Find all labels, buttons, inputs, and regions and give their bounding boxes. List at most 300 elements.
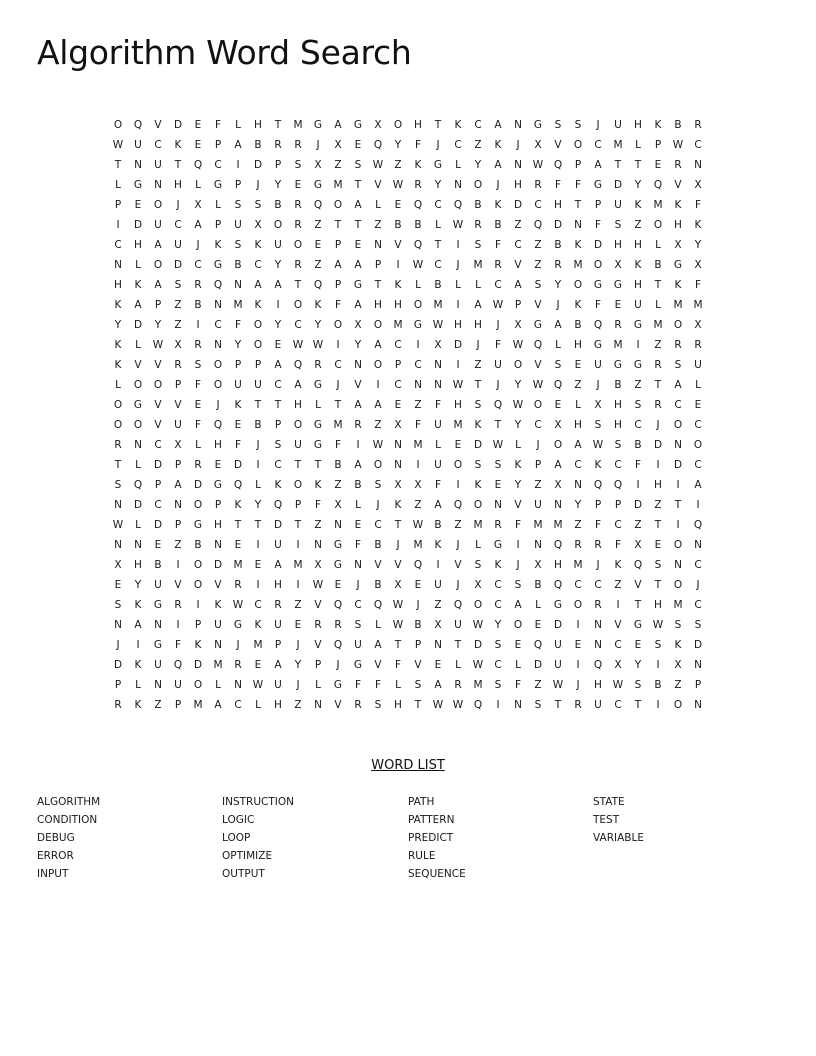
grid-letter: E	[154, 539, 162, 551]
grid-letter: Q	[193, 159, 203, 171]
grid-letter: O	[673, 319, 683, 331]
grid-letter: H	[394, 299, 402, 311]
grid-letter: F	[434, 399, 442, 411]
grid-letter: U	[354, 639, 362, 651]
grid-letter: S	[114, 479, 122, 491]
grid-letter: X	[594, 399, 602, 411]
grid-letter: L	[255, 479, 261, 491]
grid-letter: P	[314, 659, 322, 671]
grid-letter: T	[414, 699, 422, 711]
grid-letter: F	[594, 519, 602, 531]
grid-letter: F	[374, 679, 382, 691]
grid-letter: Y	[514, 379, 522, 391]
grid-letter: L	[215, 679, 221, 691]
grid-letter: C	[534, 199, 542, 211]
grid-letter: C	[394, 379, 402, 391]
grid-letter: S	[494, 459, 502, 471]
grid-letter: Q	[213, 279, 223, 291]
grid-letter: N	[154, 679, 162, 691]
grid-letter: W	[152, 339, 164, 351]
grid-letter: R	[274, 139, 282, 151]
grid-letter: X	[694, 259, 702, 271]
grid-letter: O	[673, 419, 683, 431]
grid-letter: I	[656, 659, 660, 671]
grid-letter: I	[436, 559, 440, 571]
grid-letter: P	[294, 499, 302, 511]
grid-letter: N	[514, 699, 522, 711]
grid-letter: B	[614, 379, 622, 391]
grid-letter: E	[634, 639, 642, 651]
grid-letter: Y	[274, 319, 282, 331]
grid-letter: V	[534, 299, 542, 311]
grid-letter: C	[294, 319, 302, 331]
grid-letter: I	[516, 539, 520, 551]
grid-letter: S	[194, 359, 202, 371]
grid-letter: L	[115, 379, 121, 391]
grid-letter: J	[456, 259, 460, 271]
grid-letter: Z	[574, 519, 582, 531]
grid-letter: T	[334, 399, 342, 411]
grid-letter: Q	[453, 199, 463, 211]
grid-letter: H	[594, 679, 602, 691]
grid-letter: I	[416, 459, 420, 471]
grid-letter: V	[314, 639, 322, 651]
grid-letter: K	[254, 619, 262, 631]
grid-letter: V	[174, 399, 182, 411]
grid-letter: T	[554, 699, 562, 711]
grid-letter: T	[374, 279, 382, 291]
grid-letter: L	[355, 499, 361, 511]
grid-letter: C	[614, 699, 622, 711]
grid-letter: W	[512, 339, 524, 351]
grid-letter: Q	[553, 379, 563, 391]
grid-letter: U	[294, 439, 302, 451]
grid-letter: Z	[414, 399, 422, 411]
grid-letter: G	[633, 319, 643, 331]
grid-letter: M	[333, 419, 343, 431]
grid-letter: A	[334, 119, 342, 131]
grid-letter: U	[174, 679, 182, 691]
grid-letter: Y	[694, 239, 702, 251]
grid-letter: E	[254, 559, 262, 571]
grid-letter: Q	[533, 639, 543, 651]
grid-letter: P	[414, 639, 422, 651]
grid-letter: J	[256, 179, 260, 191]
grid-letter: H	[634, 279, 642, 291]
grid-letter: K	[494, 139, 502, 151]
grid-letter: Z	[634, 219, 642, 231]
grid-letter: C	[194, 259, 202, 271]
word-list-heading: WORD LIST	[371, 758, 445, 773]
grid-letter: V	[374, 659, 382, 671]
grid-letter: O	[573, 139, 583, 151]
grid-letter: E	[574, 359, 582, 371]
grid-letter: N	[694, 659, 702, 671]
grid-letter: C	[234, 699, 242, 711]
grid-letter: Z	[294, 599, 302, 611]
grid-letter: O	[293, 239, 303, 251]
grid-letter: K	[474, 479, 482, 491]
grid-letter: O	[473, 499, 483, 511]
grid-letter: E	[614, 299, 622, 311]
grid-letter: F	[174, 639, 182, 651]
grid-letter: H	[614, 239, 622, 251]
grid-letter: W	[312, 579, 324, 591]
grid-letter: Z	[314, 519, 322, 531]
grid-letter: T	[654, 379, 662, 391]
grid-letter: J	[456, 539, 460, 551]
grid-letter: D	[173, 259, 183, 271]
grid-letter: F	[514, 519, 522, 531]
grid-letter: B	[434, 519, 442, 531]
grid-letter: S	[654, 559, 662, 571]
grid-letter: U	[274, 679, 282, 691]
grid-letter: N	[114, 499, 122, 511]
grid-letter: O	[293, 299, 303, 311]
word-list-item: LOGIC	[222, 814, 255, 826]
grid-letter: E	[194, 399, 202, 411]
grid-letter: S	[374, 479, 382, 491]
grid-letter: L	[635, 139, 641, 151]
grid-letter: E	[394, 199, 402, 211]
grid-letter: G	[413, 319, 423, 331]
grid-letter: E	[454, 439, 462, 451]
grid-letter: L	[475, 279, 481, 291]
grid-letter: G	[213, 259, 223, 271]
grid-letter: B	[634, 439, 642, 451]
grid-letter: A	[374, 639, 382, 651]
grid-letter: D	[633, 499, 643, 511]
grid-letter: D	[273, 519, 283, 531]
grid-letter: C	[334, 359, 342, 371]
grid-letter: F	[634, 459, 642, 471]
grid-letter: Q	[413, 199, 423, 211]
grid-letter: J	[696, 579, 700, 591]
grid-letter: K	[314, 299, 322, 311]
grid-letter: X	[114, 559, 122, 571]
grid-letter: X	[694, 179, 702, 191]
grid-letter: Z	[474, 139, 482, 151]
grid-letter: J	[496, 379, 500, 391]
grid-letter: W	[432, 319, 444, 331]
grid-letter: A	[194, 219, 202, 231]
grid-letter: S	[494, 639, 502, 651]
grid-letter: P	[114, 199, 122, 211]
grid-letter: G	[613, 279, 623, 291]
grid-letter: J	[656, 419, 660, 431]
grid-letter: W	[652, 619, 664, 631]
grid-letter: R	[314, 619, 322, 631]
grid-letter: H	[174, 179, 182, 191]
grid-letter: D	[213, 559, 223, 571]
word-list-item: SEQUENCE	[408, 868, 466, 880]
grid-letter: Z	[634, 519, 642, 531]
grid-letter: L	[195, 179, 201, 191]
grid-letter: S	[514, 579, 522, 591]
grid-letter: S	[474, 459, 482, 471]
grid-letter: O	[213, 379, 223, 391]
grid-letter: K	[114, 339, 122, 351]
grid-letter: G	[313, 419, 323, 431]
grid-letter: T	[394, 519, 402, 531]
word-list-column	[593, 793, 773, 847]
grid-letter: W	[112, 519, 124, 531]
grid-letter: U	[154, 219, 162, 231]
grid-letter: A	[514, 599, 522, 611]
grid-letter: S	[474, 559, 482, 571]
grid-letter: C	[154, 139, 162, 151]
grid-letter: K	[274, 479, 282, 491]
grid-letter: J	[236, 639, 240, 651]
grid-letter: V	[394, 239, 402, 251]
grid-letter: M	[393, 319, 403, 331]
grid-letter: L	[415, 279, 421, 291]
grid-letter: Q	[533, 219, 543, 231]
grid-letter: Y	[514, 479, 522, 491]
grid-letter: O	[153, 199, 163, 211]
grid-letter: L	[375, 619, 381, 631]
word-list-item: OUTPUT	[222, 868, 265, 880]
grid-letter: N	[394, 459, 402, 471]
grid-letter: O	[113, 419, 123, 431]
grid-letter: J	[296, 679, 300, 691]
grid-letter: L	[575, 399, 581, 411]
grid-letter: X	[394, 419, 402, 431]
grid-letter: N	[674, 559, 682, 571]
grid-letter: N	[374, 239, 382, 251]
grid-letter: K	[454, 119, 462, 131]
grid-letter: U	[634, 299, 642, 311]
grid-letter: G	[353, 119, 363, 131]
grid-letter: D	[113, 659, 123, 671]
grid-letter: W	[372, 439, 384, 451]
grid-letter: R	[574, 539, 582, 551]
grid-letter: Z	[534, 679, 542, 691]
grid-letter: T	[634, 599, 642, 611]
grid-letter: S	[674, 359, 682, 371]
grid-letter: E	[494, 479, 502, 491]
grid-letter: R	[294, 139, 302, 151]
grid-letter: P	[334, 279, 342, 291]
grid-letter: P	[374, 259, 382, 271]
grid-letter: F	[554, 179, 562, 191]
grid-letter: L	[135, 459, 141, 471]
grid-letter: J	[396, 539, 400, 551]
grid-letter: V	[334, 699, 342, 711]
grid-letter: Q	[593, 479, 603, 491]
grid-letter: W	[512, 399, 524, 411]
grid-letter: V	[514, 499, 522, 511]
grid-letter: D	[193, 659, 203, 671]
grid-letter: N	[514, 159, 522, 171]
grid-letter: R	[574, 699, 582, 711]
grid-letter: U	[134, 139, 142, 151]
grid-letter: Q	[133, 479, 143, 491]
grid-letter: J	[496, 319, 500, 331]
grid-letter: Q	[213, 419, 223, 431]
grid-letter: K	[594, 459, 602, 471]
grid-letter: R	[534, 179, 542, 191]
grid-letter: H	[274, 579, 282, 591]
grid-letter: I	[636, 339, 640, 351]
grid-letter: Y	[294, 659, 302, 671]
grid-letter: P	[394, 359, 402, 371]
grid-letter: F	[354, 539, 362, 551]
grid-letter: P	[214, 499, 222, 511]
grid-letter: L	[135, 339, 141, 351]
grid-letter: I	[576, 619, 580, 631]
grid-letter: R	[354, 699, 362, 711]
grid-letter: G	[553, 599, 563, 611]
grid-letter: B	[414, 619, 422, 631]
grid-letter: X	[614, 659, 622, 671]
grid-letter: C	[614, 519, 622, 531]
grid-letter: Z	[434, 599, 442, 611]
grid-letter: U	[554, 639, 562, 651]
grid-letter: U	[554, 659, 562, 671]
grid-letter: Z	[634, 379, 642, 391]
grid-letter: S	[674, 619, 682, 631]
grid-letter: Q	[493, 399, 503, 411]
grid-letter: R	[414, 179, 422, 191]
grid-letter: Q	[273, 499, 283, 511]
grid-letter: H	[394, 699, 402, 711]
grid-letter: C	[414, 359, 422, 371]
grid-letter: K	[574, 239, 582, 251]
grid-letter: C	[394, 339, 402, 351]
grid-letter: N	[154, 619, 162, 631]
grid-letter: L	[235, 119, 241, 131]
grid-letter: P	[114, 679, 122, 691]
grid-letter: T	[654, 519, 662, 531]
grid-letter: V	[214, 579, 222, 591]
grid-letter: M	[293, 559, 303, 571]
grid-letter: G	[433, 159, 443, 171]
grid-letter: S	[534, 699, 542, 711]
grid-letter: J	[416, 599, 420, 611]
grid-letter: Z	[334, 479, 342, 491]
grid-letter: F	[574, 179, 582, 191]
grid-letter: Q	[173, 659, 183, 671]
grid-letter: Z	[534, 239, 542, 251]
grid-letter: R	[454, 679, 462, 691]
grid-letter: Q	[593, 319, 603, 331]
grid-letter: O	[473, 179, 483, 191]
grid-letter: X	[334, 139, 342, 151]
grid-letter: N	[434, 639, 442, 651]
grid-letter: Q	[373, 139, 383, 151]
grid-letter: Q	[633, 559, 643, 571]
grid-letter: F	[334, 299, 342, 311]
grid-letter: X	[614, 259, 622, 271]
grid-letter: F	[614, 539, 622, 551]
grid-letter: T	[354, 219, 362, 231]
grid-letter: F	[194, 379, 202, 391]
grid-letter: L	[515, 439, 521, 451]
grid-letter: Q	[593, 659, 603, 671]
grid-letter: K	[674, 639, 682, 651]
word-list-item: INSTRUCTION	[222, 796, 294, 808]
grid-letter: H	[214, 439, 222, 451]
grid-letter: I	[376, 379, 380, 391]
grid-letter: L	[135, 259, 141, 271]
grid-letter: I	[256, 459, 260, 471]
grid-letter: L	[255, 699, 261, 711]
grid-letter: O	[373, 359, 383, 371]
grid-letter: X	[334, 499, 342, 511]
grid-letter: S	[294, 159, 302, 171]
grid-letter: N	[394, 439, 402, 451]
grid-letter: C	[454, 139, 462, 151]
grid-letter: S	[234, 239, 242, 251]
grid-letter: X	[434, 339, 442, 351]
grid-letter: I	[356, 439, 360, 451]
grid-letter: E	[294, 179, 302, 191]
grid-letter: N	[214, 539, 222, 551]
grid-letter: H	[414, 119, 422, 131]
grid-letter: A	[494, 119, 502, 131]
grid-letter: B	[234, 259, 242, 271]
grid-letter: M	[333, 179, 343, 191]
grid-letter: B	[494, 219, 502, 231]
grid-letter: S	[354, 159, 362, 171]
grid-letter: E	[294, 619, 302, 631]
grid-letter: Z	[294, 699, 302, 711]
grid-letter: N	[554, 499, 562, 511]
grid-letter: C	[694, 459, 702, 471]
grid-letter: D	[133, 499, 143, 511]
grid-letter: W	[392, 619, 404, 631]
grid-letter: Z	[334, 159, 342, 171]
grid-letter: O	[513, 619, 523, 631]
grid-letter: J	[596, 559, 600, 571]
grid-letter: J	[516, 559, 520, 571]
grid-letter: X	[514, 319, 522, 331]
grid-letter: P	[214, 219, 222, 231]
grid-letter: G	[633, 359, 643, 371]
grid-letter: N	[114, 539, 122, 551]
grid-letter: Z	[314, 219, 322, 231]
grid-letter: S	[474, 399, 482, 411]
grid-letter: R	[294, 199, 302, 211]
grid-letter: E	[514, 639, 522, 651]
grid-letter: T	[294, 459, 302, 471]
grid-letter: V	[514, 259, 522, 271]
grid-letter: Q	[233, 479, 243, 491]
grid-letter: O	[193, 579, 203, 591]
grid-letter: X	[174, 439, 182, 451]
grid-letter: P	[614, 499, 622, 511]
grid-letter: Y	[354, 339, 362, 351]
grid-letter: A	[354, 199, 362, 211]
grid-letter: N	[114, 619, 122, 631]
grid-letter: D	[613, 179, 623, 191]
grid-letter: Q	[553, 159, 563, 171]
grid-letter: D	[193, 479, 203, 491]
grid-letter: A	[434, 499, 442, 511]
grid-letter: K	[134, 599, 142, 611]
grid-letter: T	[254, 519, 262, 531]
word-list-item: VARIABLE	[593, 832, 644, 844]
grid-letter: J	[536, 439, 540, 451]
grid-letter: B	[654, 679, 662, 691]
grid-letter: V	[134, 359, 142, 371]
grid-letter: U	[254, 379, 262, 391]
grid-letter: J	[376, 499, 380, 511]
grid-letter: G	[353, 659, 363, 671]
grid-letter: X	[174, 339, 182, 351]
grid-letter: M	[413, 439, 423, 451]
